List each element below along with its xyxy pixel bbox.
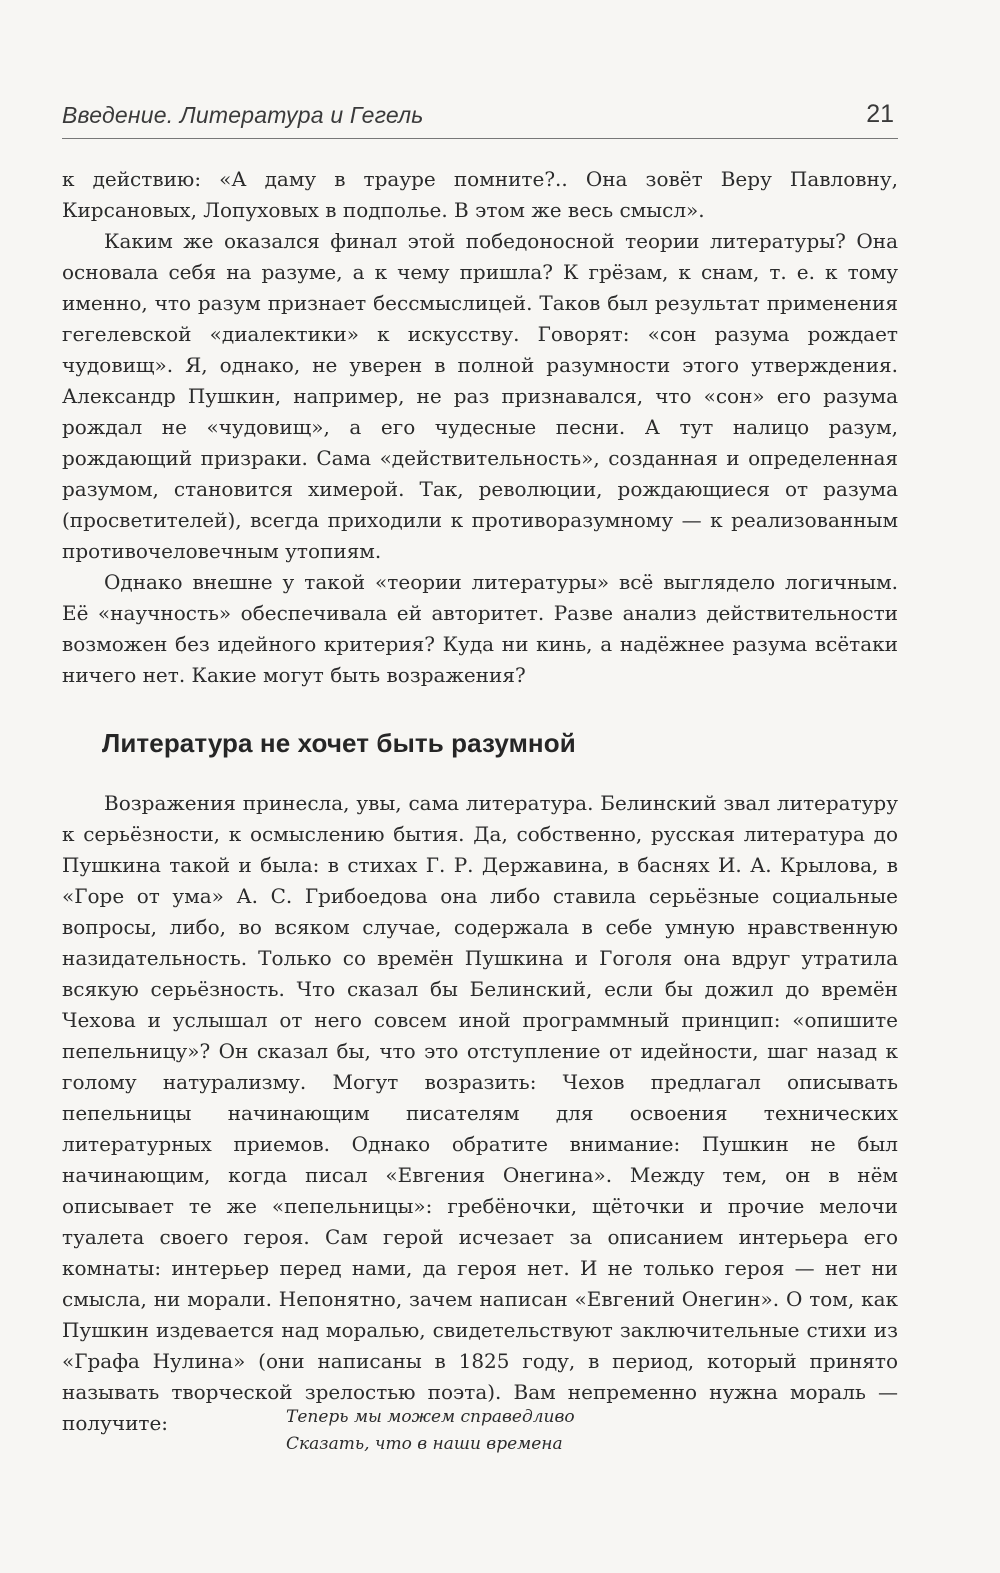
paragraph-continuation: к действию: «А даму в трауре помните?.. Она зовёт Веру Павловну, Кирсановых, Лопуховых в подполье. В этом же весь смысл». [62,167,898,222]
paragraph-literature-objections: Возражения принесла, увы, сама литература. Белинский звал литературу к серьёзности, к осмыслению бытия. Да, собственно, русская литература до Пушкина такой и была: в стихах Г. Р. Державина, в баснях И. А. Крылова, в «Горе от ума» А. С. Грибоедова она либо ставила серьёзные социальные вопросы, либо, во всяком случае, содержала в себе умную нравственную назидательность. Только со времён Пушкина и Гоголя она вдруг утратила всякую серьёзность. Что сказал бы Белинский, если бы дожил до времён Чехова и услышал от него совсем иной программный принцип: «опишите пепельницу»? Он сказал бы, что это отступление от идейности, шаг назад к голому натурализму. Могут возразить: Чехов предлагал описывать пепельницы начинающим писателям для освоения технических литературных приемов. Однако обратите внимание: Пушкин не был начинающим, когда писал «Евгения Онегина». Между тем, он в нём описывает те же «пепельницы»: гребёночки, щёточки и прочие мелочи туалета своего героя. Сам герой исчезает за описанием интерьера его комнаты: интерьер перед нами, да героя нет. И не только героя — нет ни смысла, ни морали. Непонятно, зачем написан «Евгений Онегин». О том, как Пушкин издевается над моралью, свидетельствуют заключительные стихи из «Графа Нулина» (они написаны в 1825 году, в период, который принято называть творческой зрелостью поэта). Вам непременно нужна мораль — получите: [62,791,898,1435]
verse-line-2: Сказать, что в наши времена [286,1434,563,1454]
page-number: 21 [866,100,894,128]
paragraph-theory-finale: Каким же оказался финал этой победоносной теории литературы? Она основала себя на разуме, а к чему пришла? К грёзам, к снам, т. е. к тому именно, что разум признает бессмыслицей. Таков был результат применения гегелевской «диалектики» к искусству. Говорят: «сон разума рождает чудовищ». Я, однако, не уверен в полной разумности этого утверждения. Александр Пушкин, например, не раз признавался, что «сон» его разума рождал не «чудовищ», а его чудесные песни. А тут налицо разум, рождающий призраки. Сама «действительность», созданная и определенная разумом, становится химерой. Так, революции, рождающиеся от разума (просветителей), всегда приходили к противоразумному — к реализованным противочеловечным утопиям. [62,229,898,563]
section-heading: Литература не хочет быть разумной [102,728,576,758]
paragraph-logic-objections: Однако внешне у такой «теории литературы» всё выглядело логичным. Её «научность» обеспечивала ей авторитет. Разве анализ действительности возможен без идейного критерия? Куда ни кинь, а надёжнее разума всётаки ничего нет. Какие могут быть возражения? [62,570,898,687]
verse-quote [286,1404,575,1458]
verse-line-1: Теперь мы можем справедливо [286,1407,575,1427]
running-head [62,98,898,139]
running-head-title: Введение. Литература и Гегель [62,102,424,128]
